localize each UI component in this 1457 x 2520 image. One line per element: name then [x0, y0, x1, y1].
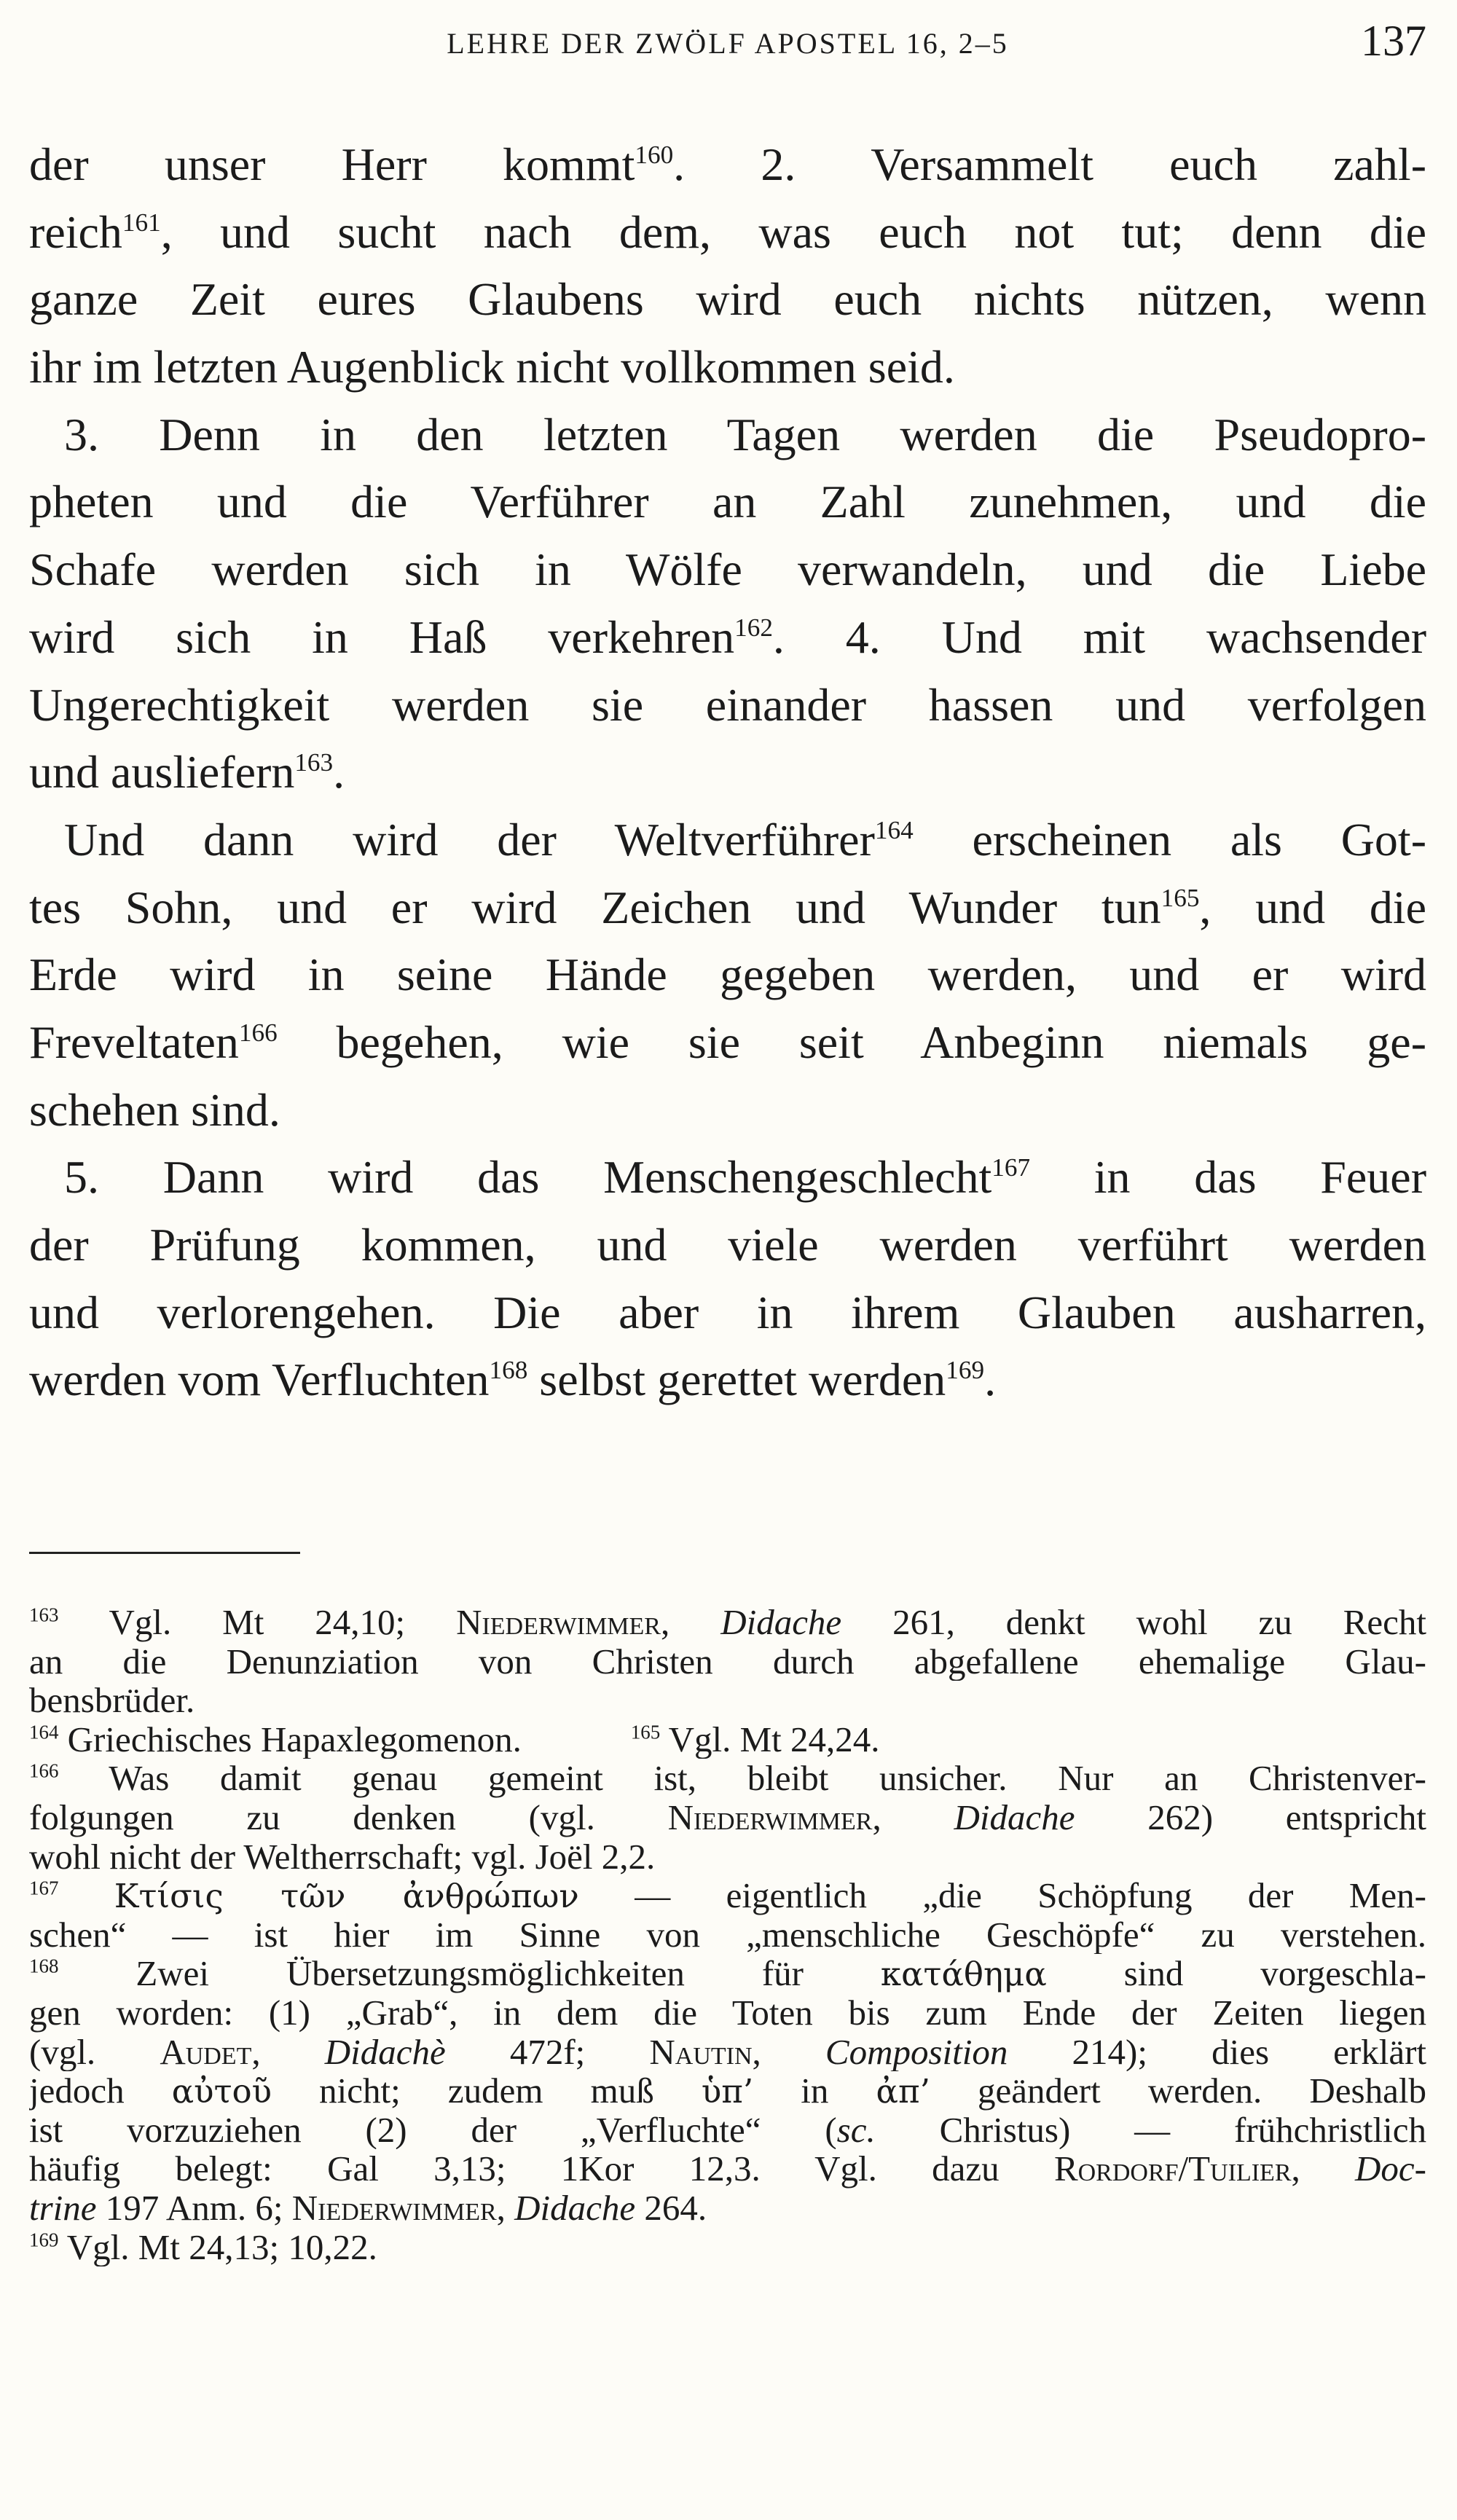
text-run: der Prüfung kommen, und viele werden verführt werden — [29, 1219, 1426, 1271]
footnote-line — [29, 2228, 1426, 2267]
footnote-line — [29, 1720, 1426, 1759]
text-run: in das Feuer — [1030, 1151, 1426, 1204]
text-run: 5. Dann wird das Menschengeschlecht — [64, 1151, 992, 1204]
text-run: 262) entspricht — [1075, 1797, 1426, 1837]
text-run: in — [753, 2071, 876, 2111]
text-line — [29, 806, 1426, 874]
text-line — [29, 672, 1426, 739]
text-line — [29, 468, 1426, 536]
text-run: tes Sohn, und er wird Zeichen und Wunder tun — [29, 881, 1161, 933]
text-run: begehen, wie sie seit Anbeginn niemals ge- — [277, 1016, 1426, 1068]
author-name: Niederwimmer — [291, 2188, 497, 2228]
text-run: . 4. Und mit wachsender — [772, 611, 1426, 663]
author-name: Niederwimmer — [456, 1603, 661, 1642]
footnote-rule — [29, 1552, 300, 1554]
text-run: und ausliefern — [29, 746, 295, 798]
text-run: jedoch — [29, 2071, 172, 2111]
italic-title: Composition — [825, 2032, 1008, 2072]
text-run: Ungerechtigkeit werden sie einander hassen und verfolgen — [29, 678, 1426, 731]
text-run: , — [251, 2032, 325, 2072]
text-run: , — [752, 2032, 825, 2072]
footnote-marker: 164 — [29, 1721, 59, 1743]
text-run: ist vorzuziehen (2) der „Verfluchte“ ( — [29, 2110, 837, 2150]
footnote-line — [29, 1837, 1426, 1877]
footnote-marker: 164 — [874, 816, 914, 844]
text-run: . — [333, 746, 345, 798]
author-name: Nautin — [649, 2032, 753, 2072]
italic-title: Didachè — [324, 2032, 446, 2072]
footnote-marker: 163 — [29, 1604, 59, 1626]
text-run: 3. Denn in den letzten Tagen werden die Pseudopro- — [64, 408, 1426, 460]
text-run: wird sich in Haß verkehren — [29, 611, 735, 663]
text-line — [29, 1346, 1426, 1414]
text-run: (vgl. — [29, 2032, 160, 2072]
text-line — [29, 199, 1426, 267]
text-run: . 2. Versammelt euch zahl- — [673, 138, 1426, 190]
text-run: schehen sind. — [29, 1083, 280, 1136]
footnote-line — [29, 1915, 1426, 1955]
text-run: , und die — [1199, 881, 1426, 933]
text-line — [29, 1212, 1426, 1279]
text-run: 197 Anm. 6; — [96, 2188, 292, 2228]
text-run: ganze Zeit eures Glaubens wird euch nichts nützen, wenn — [29, 273, 1426, 326]
footnote-marker: 166 — [29, 1759, 59, 1782]
text-run: Christus) — frühchristlich — [875, 2110, 1426, 2150]
greek-text: ἀπ’ — [876, 2072, 930, 2111]
text-run: , und sucht nach dem, was euch not tut; denn die — [160, 205, 1426, 258]
author-name: Niederwimmer — [667, 1797, 873, 1837]
author-name: Rordorf/Tuilier — [1053, 2149, 1292, 2189]
text-run: selbst gerettet werden — [527, 1354, 946, 1406]
text-run: Vgl. Mt 24,10; — [58, 1603, 457, 1642]
text-run: bensbrüder. — [29, 1681, 195, 1720]
text-line — [29, 1077, 1426, 1145]
footnote-line — [29, 1954, 1426, 1993]
italic-title: Didache — [720, 1603, 842, 1642]
text-run — [58, 1876, 114, 1915]
footnote-marker: 168 — [489, 1356, 528, 1385]
text-line — [29, 941, 1426, 1009]
page-number: 137 — [1361, 17, 1426, 65]
italic-title: Didache — [954, 1797, 1075, 1837]
text-line — [29, 334, 1426, 401]
footnote-marker: 167 — [29, 1877, 59, 1899]
text-run: Freveltaten — [29, 1016, 239, 1068]
footnote-line — [29, 2033, 1426, 2072]
running-header — [29, 13, 1426, 71]
greek-text: αὐτοῦ — [171, 2072, 272, 2111]
text-run: , — [661, 1603, 721, 1642]
text-run: häufig belegt: Gal 3,13; 1Kor 12,3. Vgl. dazu — [29, 2149, 1054, 2189]
text-line — [29, 401, 1426, 469]
text-run: der unser Herr kommt — [29, 138, 635, 190]
text-run: — eigentlich „die Schöpfung der Men- — [578, 1876, 1426, 1915]
footnote-line — [29, 2111, 1426, 2150]
text-run: Vgl. Mt 24,13; 10,22. — [58, 2227, 377, 2267]
text-line — [29, 739, 1426, 806]
footnote-line — [29, 1642, 1426, 1681]
text-line — [29, 1279, 1426, 1347]
footnote-line — [29, 1993, 1426, 2033]
text-line — [29, 536, 1426, 604]
text-line — [29, 266, 1426, 334]
text-run: pheten und die Verführer an Zahl zunehmen, und die — [29, 476, 1426, 528]
footnote-marker: 169 — [946, 1356, 985, 1385]
main-text — [29, 131, 1426, 1414]
footnote-line — [29, 1759, 1426, 1798]
text-run: reich — [29, 205, 122, 258]
text-run: werden vom Verfluchten — [29, 1354, 490, 1406]
text-run: 472f; — [445, 2032, 650, 2072]
footnote-marker: 165 — [630, 1721, 661, 1743]
text-run: . — [984, 1354, 997, 1406]
text-run: wohl nicht der Weltherrschaft; vgl. Joël 2,2. — [29, 1837, 656, 1877]
greek-text: Κτίσις τῶν ἀνθρώπων — [114, 1877, 579, 1915]
footnote-line — [29, 2149, 1426, 2189]
greek-text: ὑπ’ — [701, 2072, 754, 2111]
italic-title: Didache — [514, 2188, 636, 2228]
footnote-line — [29, 2189, 1426, 2228]
footnote-marker: 167 — [991, 1153, 1031, 1182]
text-line — [29, 1144, 1426, 1212]
text-run: Erde wird in seine Hände gegeben werden, und er wird — [29, 949, 1426, 1001]
text-run: Und dann wird der Weltverführer — [64, 813, 875, 865]
text-run: gen worden: (1) „Grab“, in dem die Toten bis zum Ende der Zeiten liegen — [29, 1993, 1426, 2033]
italic-title: sc. — [836, 2110, 876, 2150]
text-run: geändert werden. Deshalb — [930, 2071, 1426, 2111]
text-line — [29, 874, 1426, 942]
footnote-line — [29, 1681, 1426, 1720]
footnote-line — [29, 2071, 1426, 2111]
text-run: 261, denkt wohl zu Recht — [841, 1603, 1426, 1642]
footnote-marker: 166 — [238, 1018, 278, 1048]
text-run: Was damit genau gemeint ist, bleibt unsicher. Nur an Christenver- — [58, 1759, 1426, 1798]
text-run: sind vorgeschla- — [1046, 1954, 1426, 1993]
footnote-marker: 168 — [29, 1955, 59, 1977]
footnote-marker: 165 — [1161, 883, 1200, 912]
footnote-marker: 162 — [734, 613, 773, 642]
footnote-marker: 160 — [635, 141, 674, 170]
text-line — [29, 1009, 1426, 1077]
text-run: Zwei Übersetzungsmöglichkeiten für — [58, 1954, 881, 1993]
text-line — [29, 604, 1426, 672]
text-run: an die Denunziation von Christen durch abgefallene ehemalige Glau- — [29, 1641, 1426, 1681]
text-run: , — [1291, 2149, 1356, 2189]
text-run: folgungen zu denken (vgl. — [29, 1797, 668, 1837]
greek-text: κατάθημα — [880, 1955, 1047, 1993]
footnote-marker: 163 — [294, 748, 334, 777]
text-line — [29, 131, 1426, 199]
running-title: LEHRE DER ZWÖLF APOSTEL 16, 2–5 — [447, 27, 1009, 60]
text-run: , — [872, 1797, 954, 1837]
footnote-line — [29, 1603, 1426, 1642]
text-run: , — [496, 2188, 515, 2228]
text-run: ihr im letzten Augenblick nicht vollkommen seid. — [29, 341, 955, 393]
footnote-marker: 169 — [29, 2228, 59, 2250]
text-run: schen“ — ist hier im Sinne von „menschliche Geschöpfe“ zu verstehen. — [29, 1915, 1426, 1955]
italic-title: Doc- — [1355, 2149, 1426, 2189]
text-run: 214); dies erklärt — [1008, 2032, 1426, 2072]
footnote-line — [29, 1876, 1426, 1915]
author-name: Audet — [160, 2032, 252, 2072]
text-run: Vgl. Mt 24,24. — [660, 1719, 880, 1759]
text-run: erscheinen als Got- — [913, 813, 1426, 865]
text-run: und verlorengehen. Die aber in ihrem Glauben ausharren, — [29, 1286, 1426, 1338]
text-run: nicht; zudem muß — [272, 2071, 702, 2111]
text-run: Schafe werden sich in Wölfe verwandeln, und die Liebe — [29, 543, 1426, 596]
footnote-marker: 161 — [122, 208, 161, 237]
footnote-line — [29, 1798, 1426, 1837]
footnotes — [29, 1603, 1426, 2266]
text-run: Griechisches Hapaxlegomenon. — [58, 1719, 522, 1759]
text-run: 264. — [635, 2188, 707, 2228]
italic-title: trine — [29, 2188, 97, 2228]
